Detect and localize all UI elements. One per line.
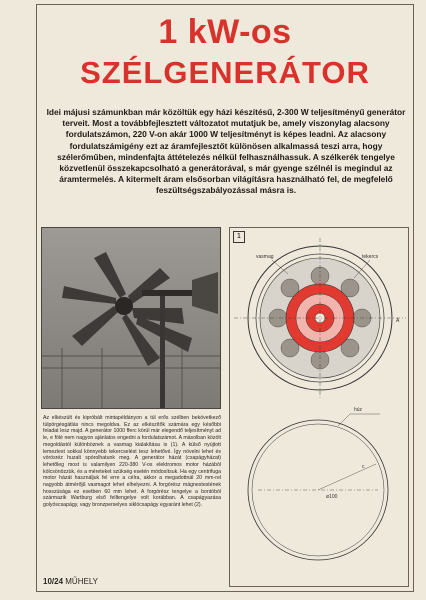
label-a: A	[396, 318, 400, 324]
photo-caption: Az elkészült és kipróbált mintapéldányon a túl erős szélben bekövetkező túlpörgésgátlás nincs megoldva. Ez az elkészítők számára egy későbbi feladat lesz majd. A generátor 1000 fferc körül már elegendő teljesítményt ad le, e fölé nem nagyon ajánlatos engedni a fordulatszámot. A másolban közölt megoldástól különböznek a vasmag kialakítása is (1). A külső nyújtott lemezlest sokkal könnyebb tekercselést tesz lehetővé. Így növelni lehet és vörösréz huzalt spórolhatunk meg. A generátor házát (csapágyházat) lehetőleg most is valamilyen 220-380 V-os elektromos motor házából kölcsönözzük, és a méreteket szükség esetén módosítsuk. Ha egy centrifuga motor házát használjuk fel erre a célra, akkor a megadottnál 20 mm-rel nagyobb átmérőjű vasmagot lehet elhelyezni. A forgórész mágnestestének hosszúsága ez esetben 60 mm lehet. A forgórész tengelye a bontóból származik Wartburg első felltengelye volt korábban. A csapágyazása golyóscsapágy, vagy bronzperselyes siklócsapágy egyaránt lehet (2).	[43, 415, 221, 509]
lead-paragraph: Idei májusi számunkban már közöltük egy házi készítésű, 2-300 W teljesítményű generátor terveit. Most a továbbfejlesztett változatot mutatjuk be, amely viszonylag alacsony fordulatszámon, 220 V-on akár 1000 W teljesítményt is képes leadni. Az alacsony fordulatszámigény ezt az áramfejlesztőt különösen alkalmassá teszi arra, hogy szélerőműben, mindenfajta áttételezés nélkül felhasználhassuk. A szélkerék tengelye közvetlenül összekapcsolható a generátorával, s már gyenge szélnél is megindul az áramtermelés. A kitermelt áram elsősorban világításra használható fel, de megfelelő feszültségszabályozással másra is.	[46, 107, 406, 196]
figure-number: 1	[233, 231, 245, 243]
windmill-illustration	[42, 228, 221, 409]
technical-diagram	[229, 227, 409, 587]
label-tekercs: tekercs	[362, 254, 379, 260]
page-frame	[36, 4, 414, 592]
title-line-1: 1 kW-os	[158, 13, 292, 51]
label-vasmag: vasmag	[256, 254, 274, 260]
section-name: MŰHELY	[65, 577, 99, 586]
page-footer	[43, 577, 98, 586]
rotor-ring	[248, 407, 388, 560]
windmill-photo	[41, 227, 221, 409]
generator-cross-section	[230, 228, 408, 586]
label-diameter: ø100	[326, 494, 338, 500]
label-c: c	[362, 464, 365, 470]
label-huz: húz	[354, 407, 363, 413]
stator-section	[234, 238, 406, 400]
title-line-2: SZÉLGENERÁTOR	[80, 55, 370, 90]
page-number: 10/24	[43, 577, 64, 586]
